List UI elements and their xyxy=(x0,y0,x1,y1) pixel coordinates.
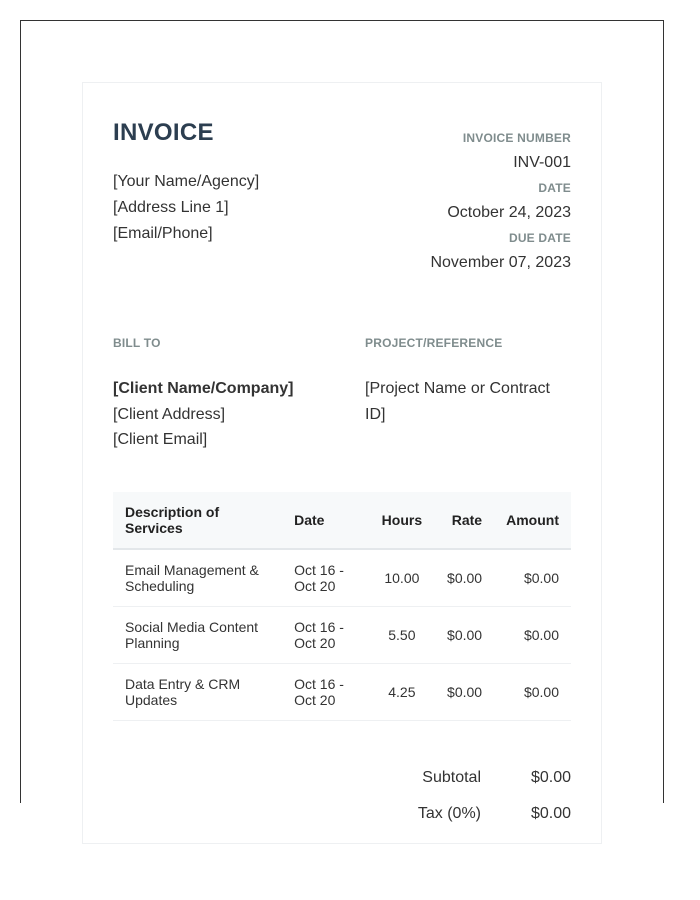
due-date-label: DUE DATE xyxy=(508,231,571,245)
table-row xyxy=(113,607,571,664)
client-email: [Client Email] xyxy=(113,431,208,448)
row-description: Data Entry & CRM Updates xyxy=(113,664,282,721)
row-date: Oct 16 - Oct 20 xyxy=(282,664,370,721)
row-date: Oct 16 - Oct 20 xyxy=(282,549,370,607)
row-rate: $0.00 xyxy=(434,549,494,607)
row-amount: $0.00 xyxy=(494,607,571,664)
project-reference-value: [Project Name or Contract ID] xyxy=(365,380,550,423)
sender-address: [Address Line 1] xyxy=(113,199,229,216)
row-amount: $0.00 xyxy=(494,549,571,607)
table-row xyxy=(113,549,571,607)
project-reference-block xyxy=(365,336,571,427)
tax-row xyxy=(331,796,571,832)
row-rate: $0.00 xyxy=(434,664,494,721)
client-name: [Client Name/Company] xyxy=(113,380,294,397)
subtotal-value: $0.00 xyxy=(530,769,571,786)
row-hours: 5.50 xyxy=(370,607,434,664)
col-header-hours: Hours xyxy=(370,492,434,549)
table-header-row xyxy=(113,492,571,549)
client-address: [Client Address] xyxy=(113,405,226,423)
services-table xyxy=(113,492,571,721)
row-description: Social Media Content Planning xyxy=(113,607,282,664)
table-row xyxy=(113,664,571,721)
invoice-title: INVOICE xyxy=(113,119,214,146)
document-viewport xyxy=(20,20,664,822)
tax-value: $0.00 xyxy=(530,805,571,822)
row-date: Oct 16 - Oct 20 xyxy=(282,607,370,664)
invoice-date-label: DATE xyxy=(538,181,571,195)
col-header-amount: Amount xyxy=(494,492,571,549)
sender-contact: [Email/Phone] xyxy=(113,225,213,242)
col-header-description: Description of Services xyxy=(113,492,282,549)
totals-block xyxy=(331,760,571,832)
invoice-number-value: INV-001 xyxy=(513,154,571,171)
bill-to-label: BILL TO xyxy=(113,336,161,350)
tax-label: Tax (0%) xyxy=(417,805,481,822)
row-hours: 10.00 xyxy=(370,549,434,607)
project-reference-label: PROJECT/REFERENCE xyxy=(365,336,503,350)
sender-name: [Your Name/Agency] xyxy=(113,173,260,190)
invoice-sheet xyxy=(82,82,602,844)
row-rate: $0.00 xyxy=(434,607,494,664)
bill-to-block xyxy=(113,336,353,453)
subtotal-label: Subtotal xyxy=(422,769,481,786)
row-description: Email Management & Scheduling xyxy=(113,549,282,607)
row-amount: $0.00 xyxy=(494,664,571,721)
row-hours: 4.25 xyxy=(370,664,434,721)
subtotal-row xyxy=(331,760,571,796)
invoice-meta xyxy=(331,131,571,281)
sender-block xyxy=(113,169,259,247)
due-date-value: November 07, 2023 xyxy=(430,254,571,271)
col-header-rate: Rate xyxy=(434,492,494,549)
invoice-number-label: INVOICE NUMBER xyxy=(462,131,571,145)
col-header-date: Date xyxy=(282,492,370,549)
invoice-date-value: October 24, 2023 xyxy=(447,204,571,221)
